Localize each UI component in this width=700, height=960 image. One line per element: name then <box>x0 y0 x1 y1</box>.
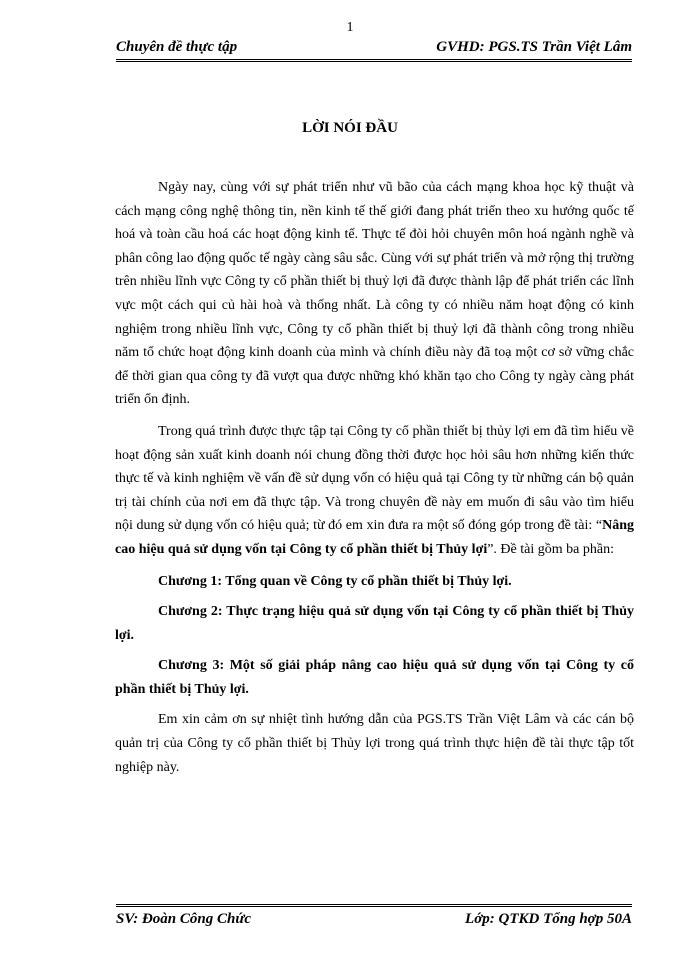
topic-paragraph-text: Trong quá trình được thực tập tại Công ty cổ phần thiết bị thủy lợi em đã tìm hiểu về hoạt động sản xuất kinh doanh nói chung đồng thời được học hỏi sâu hơn những kiến thức thực tế và kinh nghiệm về vấn đề sử dụng vốn có hiệu quả tại Công ty từ những cán bộ quản trị tài chính của nơi em đã thực tập. Và trong chuyên đề này em muốn đi sâu vào tìm hiểu nội dung sử dụng vốn có hiệu quả; từ đó em xin đưa ra một số đóng góp trong đề tài: “ <box>115 423 634 534</box>
document-body <box>115 176 634 787</box>
page-title: LỜI NÓI ĐẦU <box>302 120 398 136</box>
footer-student: SV: Đoàn Công Chức <box>116 911 251 927</box>
thanks-paragraph: Em xin cảm ơn sự nhiệt tình hướng dẫn của PGS.TS Trần Việt Lâm và các cán bộ quản trị của Công ty cổ phần thiết bị Thủy lợi trong quá trình thực hiện đề tài thực tập tốt nghiệp này. <box>115 712 634 775</box>
topic-title: Nâng cao hiệu quả sử dụng vốn tại Công ty cổ phần thiết bị Thủy lợi <box>115 518 634 557</box>
page-header <box>116 37 632 62</box>
topic-paragraph <box>115 420 634 562</box>
chapter-3: Chương 3: Một số giải pháp nâng cao hiệu quả sử dụng vốn tại Công ty cổ phần thiết bị Thủy lợi. <box>115 658 634 697</box>
page-number: 1 <box>346 20 354 35</box>
topic-paragraph-end: ”. Đề tài gồm ba phần: <box>487 541 614 557</box>
chapter-1: Chương 1: Tổng quan về Công ty cổ phần thiết bị Thủy lợi. <box>158 573 512 589</box>
footer-class: Lớp: QTKD Tổng hợp 50A <box>465 911 632 927</box>
header-report-type: Chuyên đề thực tập <box>116 39 238 55</box>
page-footer <box>116 904 632 933</box>
intro-paragraph: Ngày nay, cùng với sự phát triển như vũ bão của cách mạng khoa học kỹ thuật và cách mạng công nghệ thông tin, nền kinh tế thế giới đang phát triển theo xu hướng quốc tế hoá và toàn cầu hoá các hoạt động kinh tế. Thực tế đòi hỏi chuyên môn hoá ngành nghề và phân công lao động quốc tế ngày càng sâu sắc. Cùng với sự phát triển và mở rộng thị trường trên nhiều lĩnh vực Công ty cổ phần thiết bị thuỷ lợi đã được thành lập để phát triển các lĩnh vực một cách qui củ hài hoà và thống nhất. Là công ty có nhiều năm hoạt động có kinh nghiệm trong nhiều lĩnh vực, Công ty cổ phần thiết bị thuỷ lợi đã thành công trong nhiều năm tổ chức hoạt động kinh doanh của mình và chính điều này đã toạ một cơ sở vững chắc để thời gian qua công ty đã vượt qua được những khó khăn tạo cho Công ty ngày càng phát triển ổn định. <box>115 180 634 408</box>
header-supervisor: GVHD: PGS.TS Trần Việt Lâm <box>436 39 632 55</box>
chapter-2: Chương 2: Thực trạng hiệu quả sử dụng vốn tại Công ty cổ phần thiết bị Thủy lợi. <box>115 604 634 643</box>
